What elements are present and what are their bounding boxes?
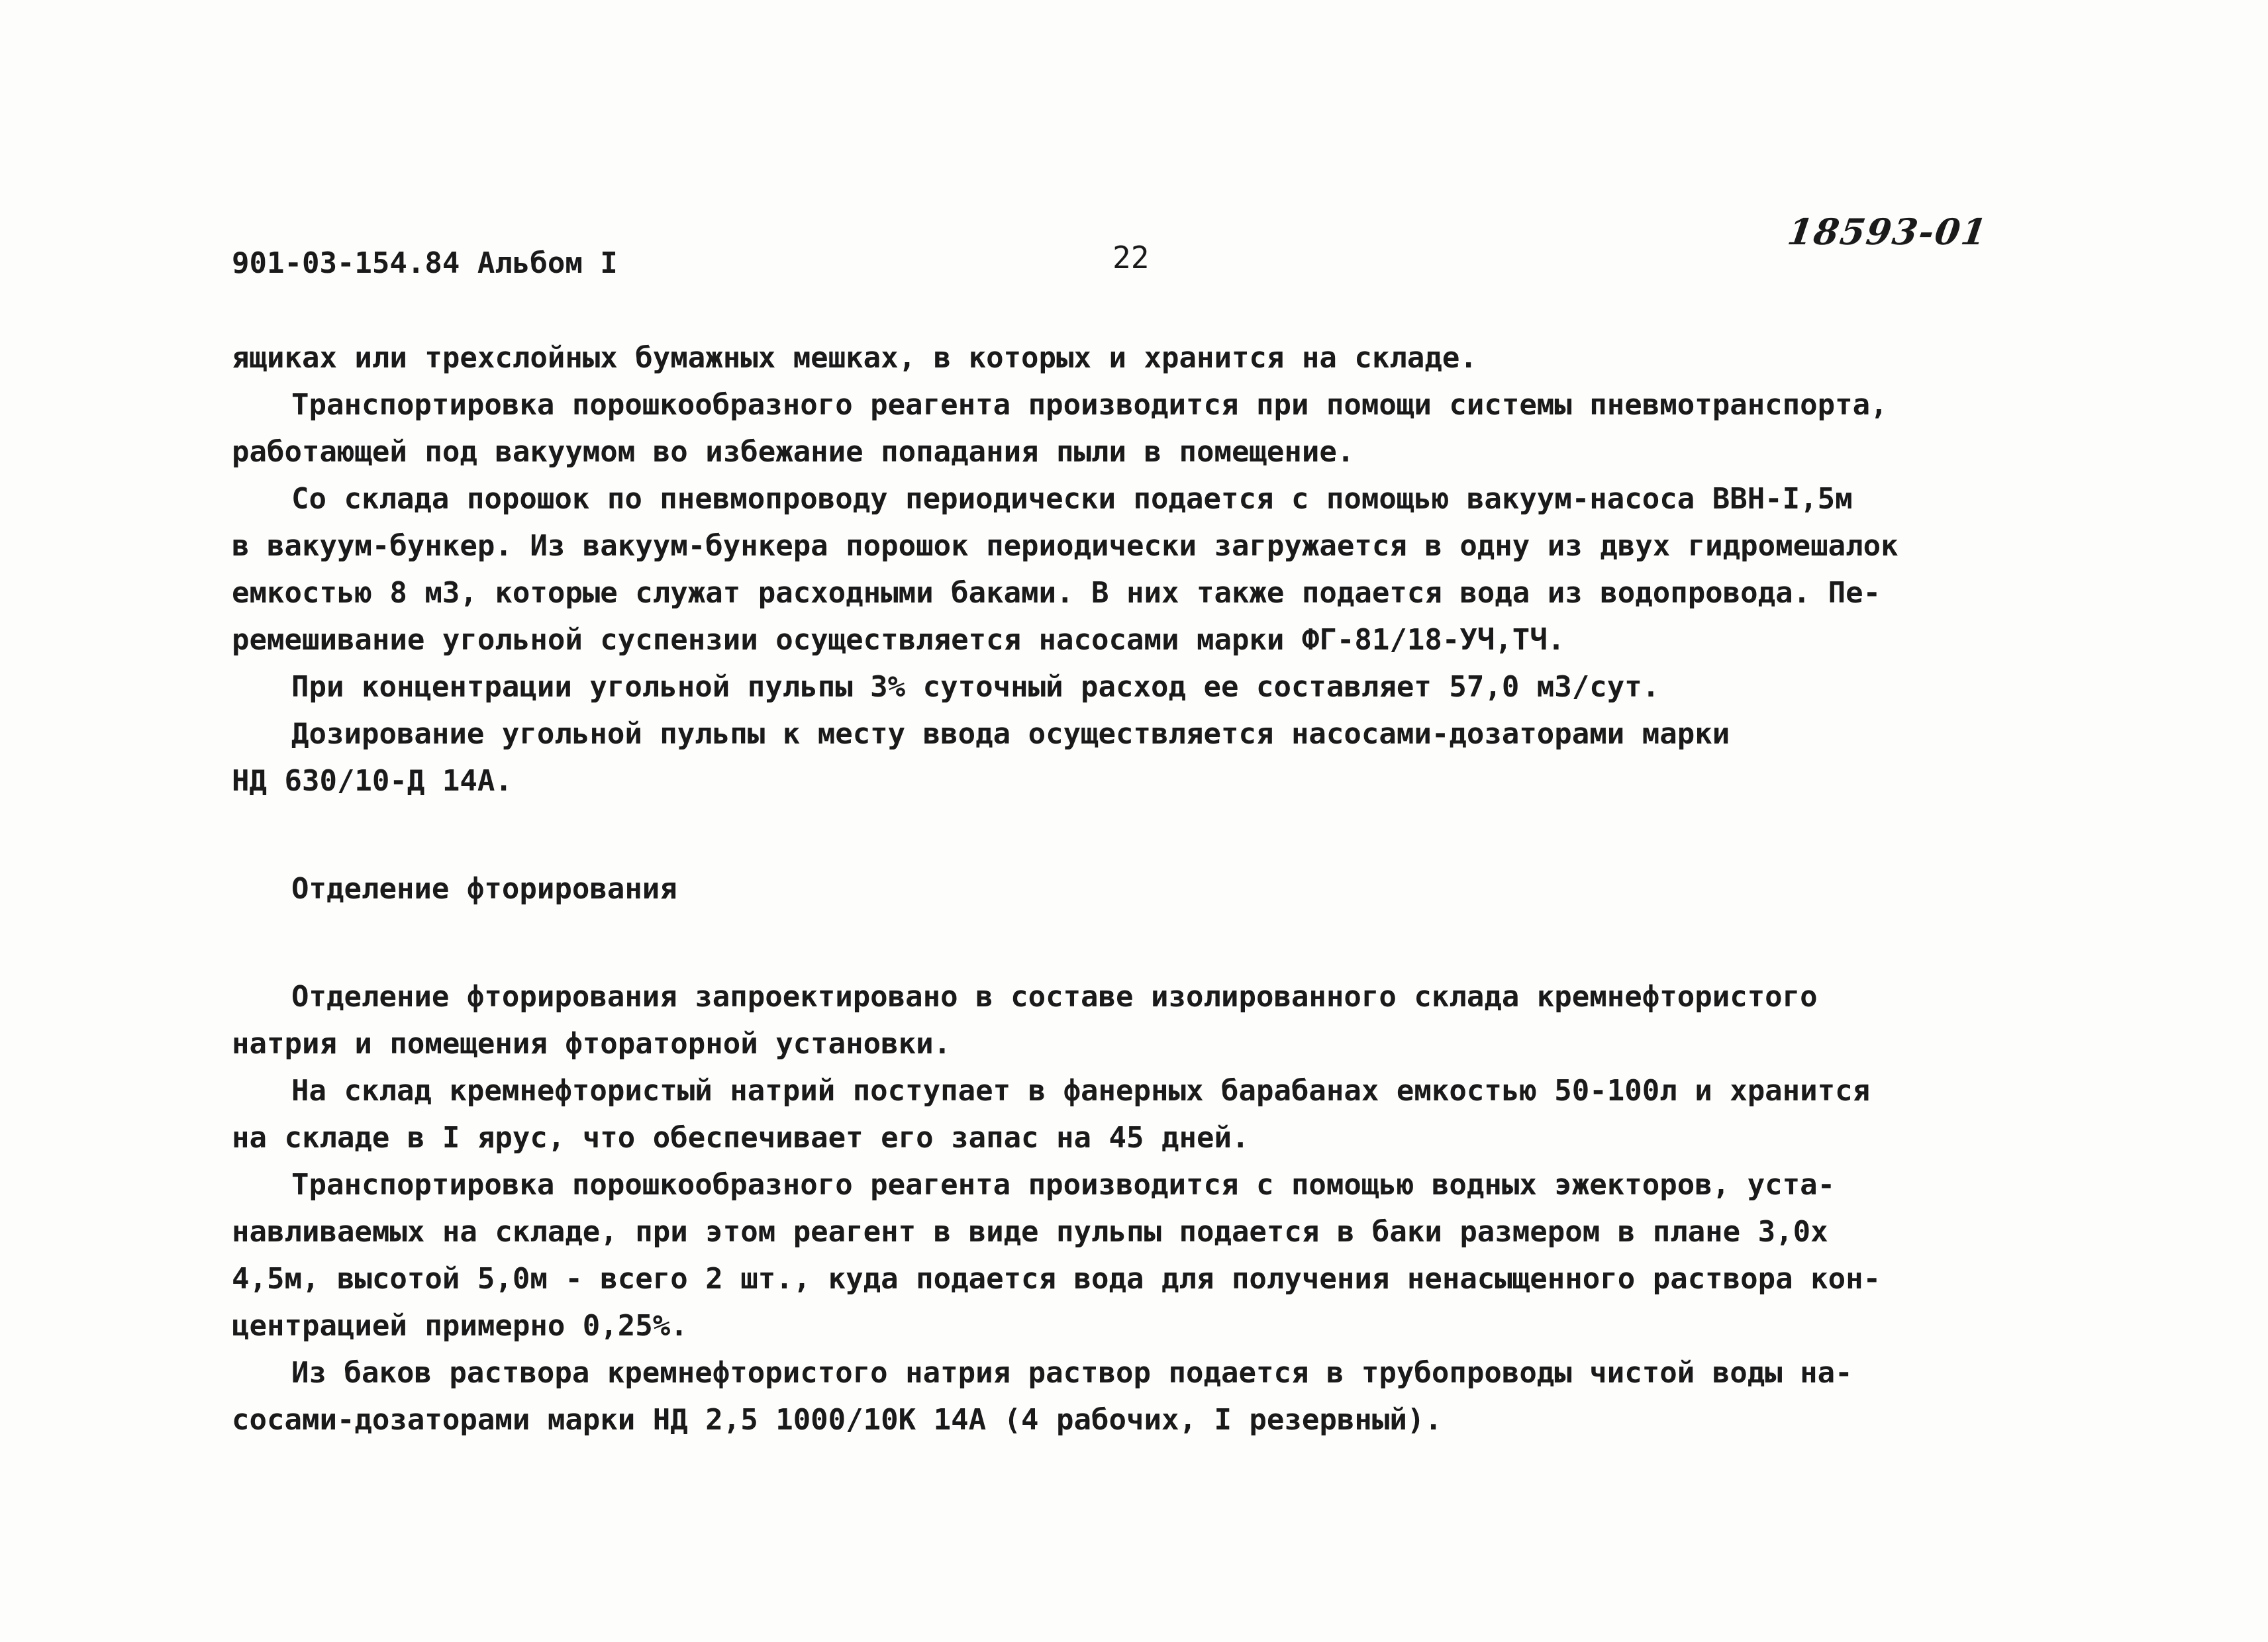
text-line: На склад кремнефтористый натрий поступает в фанерных барабанах емкостью 50-100л и хранится <box>291 1074 1871 1108</box>
text-line: натрия и помещения фтораторной установки. <box>232 1027 952 1061</box>
text-line: 4,5м, высотой 5,0м - всего 2 шт., куда подается вода для получения ненасыщенного раствора кон- <box>232 1262 1881 1296</box>
text-line: ремешивание угольной суспензии осуществляется насосами марки ФГ-81/18-УЧ,ТЧ. <box>232 623 1565 657</box>
text-line: НД 630/10-Д 14А. <box>232 764 513 798</box>
paragraph <box>232 710 2152 804</box>
text-line: Дозирование угольной пульпы к месту ввода осуществляется насосами-дозаторами марки <box>291 717 1730 751</box>
paragraph <box>232 973 2152 1067</box>
text-line: работающей под вакуумом во избежание попадания пыли в помещение. <box>232 435 1355 469</box>
paragraph <box>232 1349 2152 1443</box>
section-heading: Отделение фторирования <box>291 872 677 906</box>
text-line: емкостью 8 м3, которые служат расходными баками. В них также подается вода из водопровода. Пе- <box>232 576 1881 610</box>
paragraph <box>232 1161 2152 1349</box>
text-line: Из баков раствора кремнефтористого натрия раствор подается в трубопроводы чистой воды на- <box>291 1356 1853 1390</box>
paragraph <box>232 334 2152 381</box>
document-body <box>232 334 2152 1443</box>
text-line: сосами-дозаторами марки НД 2,5 1000/10К 14А (4 рабочих, I резервный). <box>232 1403 1442 1437</box>
document-code: 901-03-154.84 Альбом I <box>232 246 618 280</box>
text-line: ящиках или трехслойных бумажных мешках, в которых и хранится на складе. <box>232 341 1477 375</box>
text-line: в вакуум-бункер. Из вакуум-бункера порошок периодически загружается в одну из двух гидромешалок <box>232 529 1898 563</box>
text-line: навливаемых на складе, при этом реагент в виде пульпы подается в баки размером в плане 3,0х <box>232 1215 1828 1249</box>
paragraph <box>232 663 2152 710</box>
page-number: 22 <box>1112 240 1150 275</box>
text-line: При концентрации угольной пульпы 3% суточный расход ее составляет 57,0 м3/сут. <box>291 670 1660 704</box>
text-line: Транспортировка порошкообразного реагента производится при помощи системы пневмотранспорта, <box>291 388 1888 422</box>
spacer <box>232 804 2152 865</box>
text-line: Транспортировка порошкообразного реагента производится с помощью водных эжекторов, уста- <box>291 1168 1836 1202</box>
text-line: центрацией примерно 0,25%. <box>232 1309 688 1343</box>
spacer <box>232 912 2152 973</box>
paragraph <box>232 381 2152 475</box>
handwritten-archive-number: 18593-01 <box>1785 211 1991 253</box>
text-line: на складе в I ярус, что обеспечивает его запас на 45 дней. <box>232 1121 1250 1155</box>
paragraph <box>232 475 2152 663</box>
paragraph <box>232 1067 2152 1161</box>
text-line: Со склада порошок по пневмопроводу периодически подается с помощью вакуум-насоса ВВН-I,5м <box>291 482 1853 516</box>
text-line: Отделение фторирования запроектировано в составе изолированного склада кремнефтористого <box>291 980 1818 1014</box>
